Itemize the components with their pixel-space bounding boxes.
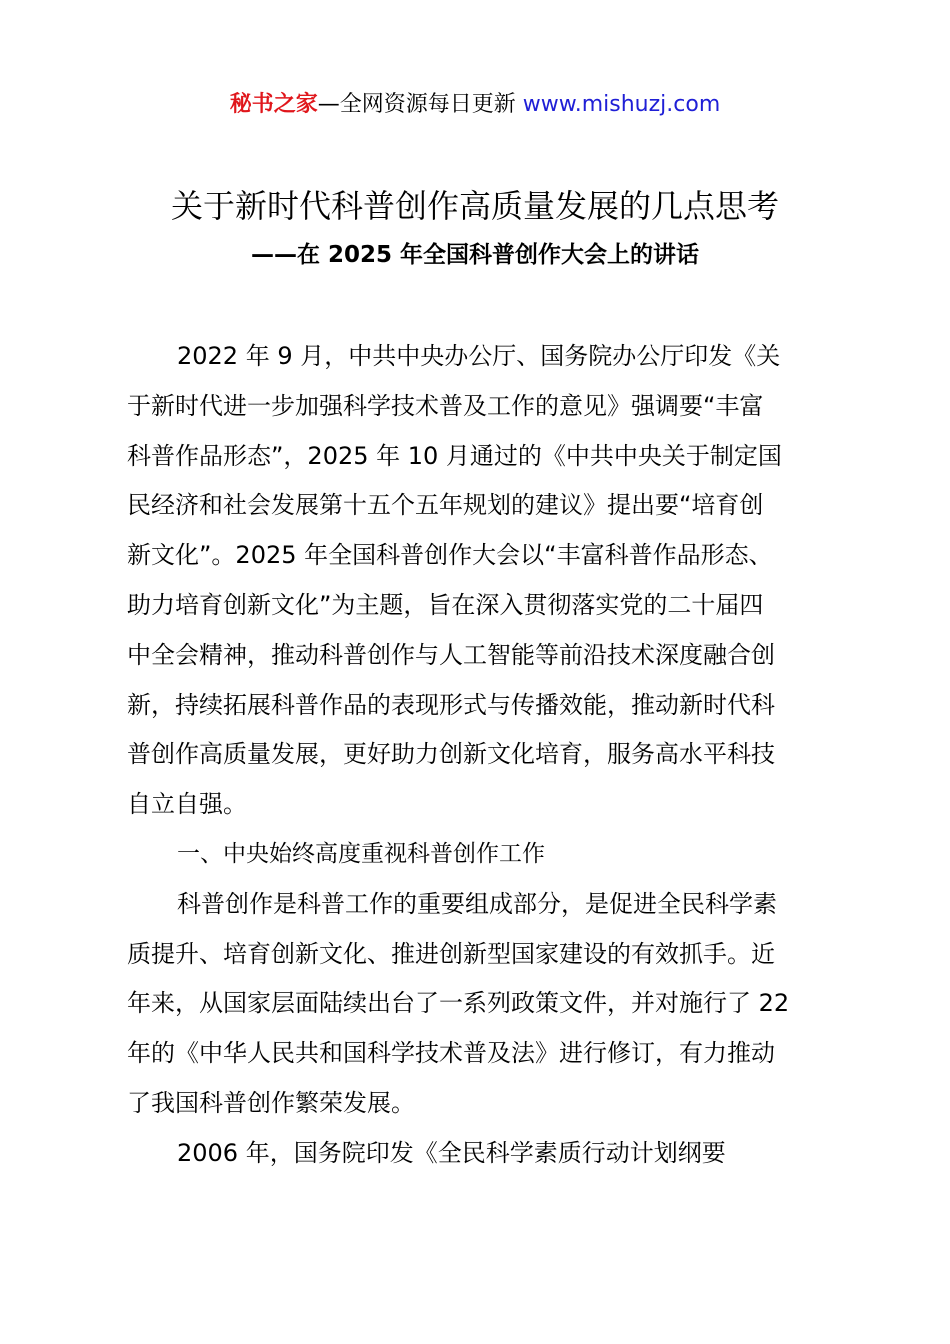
document-subtitle: ——在 2025 年全国科普创作大会上的讲话 <box>250 242 700 268</box>
paragraph-line: 自立自强。 <box>127 790 247 819</box>
paragraph-line: 中全会精神，推动科普创作与人工智能等前沿技术深度融合创 <box>127 640 775 669</box>
paragraph-line: 2022 年 9 月，中共中央办公厅、国务院办公厅印发《关 <box>177 342 781 370</box>
paragraph-line: 了我国科普创作繁荣发展。 <box>127 1088 415 1117</box>
paragraph-line: 新，持续拓展科普作品的表现形式与传播效能，推动新时代科 <box>127 690 775 719</box>
paragraph-line: 民经济和社会发展第十五个五年规划的建议》提出要“培育创 <box>127 491 764 520</box>
paragraph-line: 年的《中华人民共和国科学技术普及法》进行修订，有力推动 <box>127 1039 775 1068</box>
paragraph-line: 科普作品形态”，2025 年 10 月通过的《中共中央关于制定国 <box>127 441 782 470</box>
paragraph-line: 科普创作是科普工作的重要组成部分，是促进全民科学素 <box>177 889 777 918</box>
document-title: 关于新时代科普创作高质量发展的几点思考 <box>170 187 779 225</box>
paragraph-line: 于新时代进一步加强科学技术普及工作的意见》强调要“丰富 <box>127 391 764 420</box>
paragraph-line: 新文化”。2025 年全国科普创作大会以“丰富科普作品形态、 <box>127 541 773 570</box>
paragraph-line: 普创作高质量发展，更好助力创新文化培育，服务高水平科技 <box>127 740 775 769</box>
paragraph-line: 质提升、培育创新文化、推进创新型国家建设的有效抓手。近 <box>127 939 775 968</box>
site-banner <box>0 88 950 122</box>
paragraph-line: 年来，从国家层面陆续出台了一系列政策文件，并对施行了 22 <box>127 989 790 1018</box>
paragraph-line: 助力培育创新文化”为主题，旨在深入贯彻落实党的二十届四 <box>127 590 764 619</box>
section-heading: 一、中央始终高度重视科普创作工作 <box>177 840 545 867</box>
site-url-link[interactable]: www.mishuzj.com <box>522 92 721 117</box>
document-body <box>127 332 837 1179</box>
site-slogan: —全网资源每日更新 <box>317 92 523 117</box>
site-brand: 秘书之家 <box>229 92 318 117</box>
paragraph-line: 2006 年，国务院印发《全民科学素质行动计划纲要 <box>177 1138 726 1167</box>
